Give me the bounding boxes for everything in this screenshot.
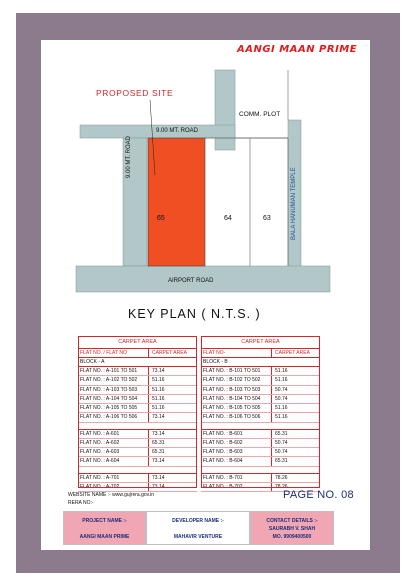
carpet-area-cell: 51.16 <box>152 405 165 411</box>
table-b-block: BLOCK - B <box>201 358 320 367</box>
carpet-area-cell: 73.14 <box>152 368 165 374</box>
road-9m-horizontal-label: 9.00 MT. ROAD <box>156 128 199 134</box>
flat-no-cell: FLAT NO. : B-103 TO 503 <box>201 386 272 394</box>
flat-no-cell: FLAT NO. : B-602 <box>201 439 272 447</box>
comm-plot-label: COMM. PLOT <box>239 111 281 118</box>
table-a-col1: FLAT NO. / FLAT NO <box>78 349 149 357</box>
flat-no-cell: FLAT NO. : A-105 TO 505 <box>78 404 149 412</box>
rera-text: RERA NO:- <box>68 500 94 506</box>
plot-63-label: 63 <box>263 215 271 222</box>
table-a-border <box>78 336 197 488</box>
carpet-area-cell: 73.14 <box>152 483 165 490</box>
contact-box <box>250 511 334 545</box>
carpet-area-cell: 50.74 <box>275 395 288 402</box>
carpet-area-cell: 78.26 <box>275 474 288 481</box>
contact-name: SAURABH V. SHAH <box>268 526 316 532</box>
table-b-title: CARPET AREA <box>241 339 280 345</box>
carpet-area-cell: 50.74 <box>275 449 288 455</box>
flat-no-cell: FLAT NO. : B-702 <box>201 483 272 491</box>
carpet-area-cell: 73.14 <box>152 414 165 421</box>
carpet-area-cell: 51.16 <box>275 405 288 411</box>
carpet-area-cell: 51.16 <box>152 377 165 384</box>
key-plan-title: KEY PLAN ( N.T.S. ) <box>128 307 261 321</box>
flat-no-cell: FLAT NO. : A-602 <box>78 439 149 447</box>
table-a-title: CARPET AREA <box>118 339 157 345</box>
airport-road-label: AIRPORT ROAD <box>168 278 214 284</box>
carpet-area-cell: 65.31 <box>152 439 165 446</box>
flat-no-cell: FLAT NO. : B-104 TO 504 <box>201 395 272 403</box>
carpet-area-cell: 73.14 <box>152 474 165 481</box>
carpet-area-cell: 51.16 <box>152 386 165 393</box>
carpet-area-cell: 65.31 <box>275 430 288 437</box>
carpet-area-cell: 51.16 <box>275 377 288 384</box>
flat-no-cell: FLAT NO. : A-603 <box>78 448 149 456</box>
carpet-area-cell: 51.16 <box>275 368 288 374</box>
flat-no-cell: FLAT NO. : B-106 TO 506 <box>201 413 272 421</box>
temple-road-label: BALA HANUMAN TEMPLE <box>291 167 297 240</box>
road-9m-vertical-label: 9.00 MT. ROAD <box>126 135 132 178</box>
developer-value: MAHAVIR VENTURE <box>173 534 223 540</box>
carpet-area-cell: 50.74 <box>275 439 288 446</box>
contact-label: CONTACT DETAILS :- <box>266 518 318 524</box>
carpet-area-cell: 73.14 <box>152 458 165 465</box>
carpet-area-cell: 51.16 <box>152 395 165 402</box>
flat-no-cell: FLAT NO. : B-604 <box>201 457 272 465</box>
table-a-col2: CARPET AREA <box>152 350 187 356</box>
contact-phone: MO. 9909400500 <box>272 534 312 540</box>
carpet-area-cell: 78.26 <box>275 483 288 490</box>
developer-box <box>146 511 250 545</box>
flat-no-cell: FLAT NO. : A-701 <box>78 474 149 482</box>
carpet-area-cell: 65.31 <box>152 449 165 455</box>
flat-no-cell: FLAT NO. : B-603 <box>201 448 272 456</box>
project-value: AANGI MAAN PRIME <box>79 534 130 540</box>
table-a-block: BLOCK - A <box>78 358 197 367</box>
carpet-area-cell: 51.16 <box>275 414 288 421</box>
flat-no-cell: FLAT NO. : A-106 TO 506 <box>78 413 149 421</box>
developer-label: DEVELOPER NAME :- <box>172 518 224 524</box>
proposed-site-label: PROPOSED SITE <box>96 88 174 98</box>
flat-no-cell: FLAT NO. : A-601 <box>78 430 149 438</box>
plot-65-label: 65 <box>157 215 165 222</box>
carpet-area-cell: 50.74 <box>275 386 288 393</box>
plot-64-label: 64 <box>224 215 232 222</box>
table-b-col2: CARPET AREA <box>275 350 310 356</box>
carpet-area-cell: 65.31 <box>275 458 288 465</box>
carpet-area-cell: 73.14 <box>152 430 165 437</box>
project-box <box>63 511 146 545</box>
flat-no-cell: FLAT NO. : A-102 TO 502 <box>78 376 149 384</box>
flat-no-cell: FLAT NO. : A-103 TO 503 <box>78 386 149 394</box>
flat-no-cell: FLAT NO. : B-105 TO 505 <box>201 404 272 412</box>
website-text: WEBSITE NAME :- www.gujrera.gov.in <box>68 492 155 498</box>
flat-no-cell: FLAT NO. : A-101 TO 501 <box>78 367 149 375</box>
table-b-col1: FLAT NO- <box>201 349 272 357</box>
page-number: PAGE NO. 08 <box>283 489 354 501</box>
project-label: PROJECT NAME :- <box>82 518 127 524</box>
flat-no-cell: FLAT NO. : B-701 <box>201 474 272 482</box>
proposed-site-plot-65 <box>148 138 205 266</box>
flat-no-cell: FLAT NO. : B-601 <box>201 430 272 438</box>
flat-no-cell: FLAT NO. : A-702 <box>78 483 149 491</box>
flat-no-cell: FLAT NO. : B-101 TO 501 <box>201 367 272 375</box>
flat-no-cell: FLAT NO. : B-102 TO 502 <box>201 376 272 384</box>
brand-title: AANGI MAAN PRIME <box>237 44 358 55</box>
flat-no-cell: FLAT NO. : A-104 TO 504 <box>78 395 149 403</box>
flat-no-cell: FLAT NO. : A-604 <box>78 457 149 465</box>
table-b-border <box>201 336 320 488</box>
